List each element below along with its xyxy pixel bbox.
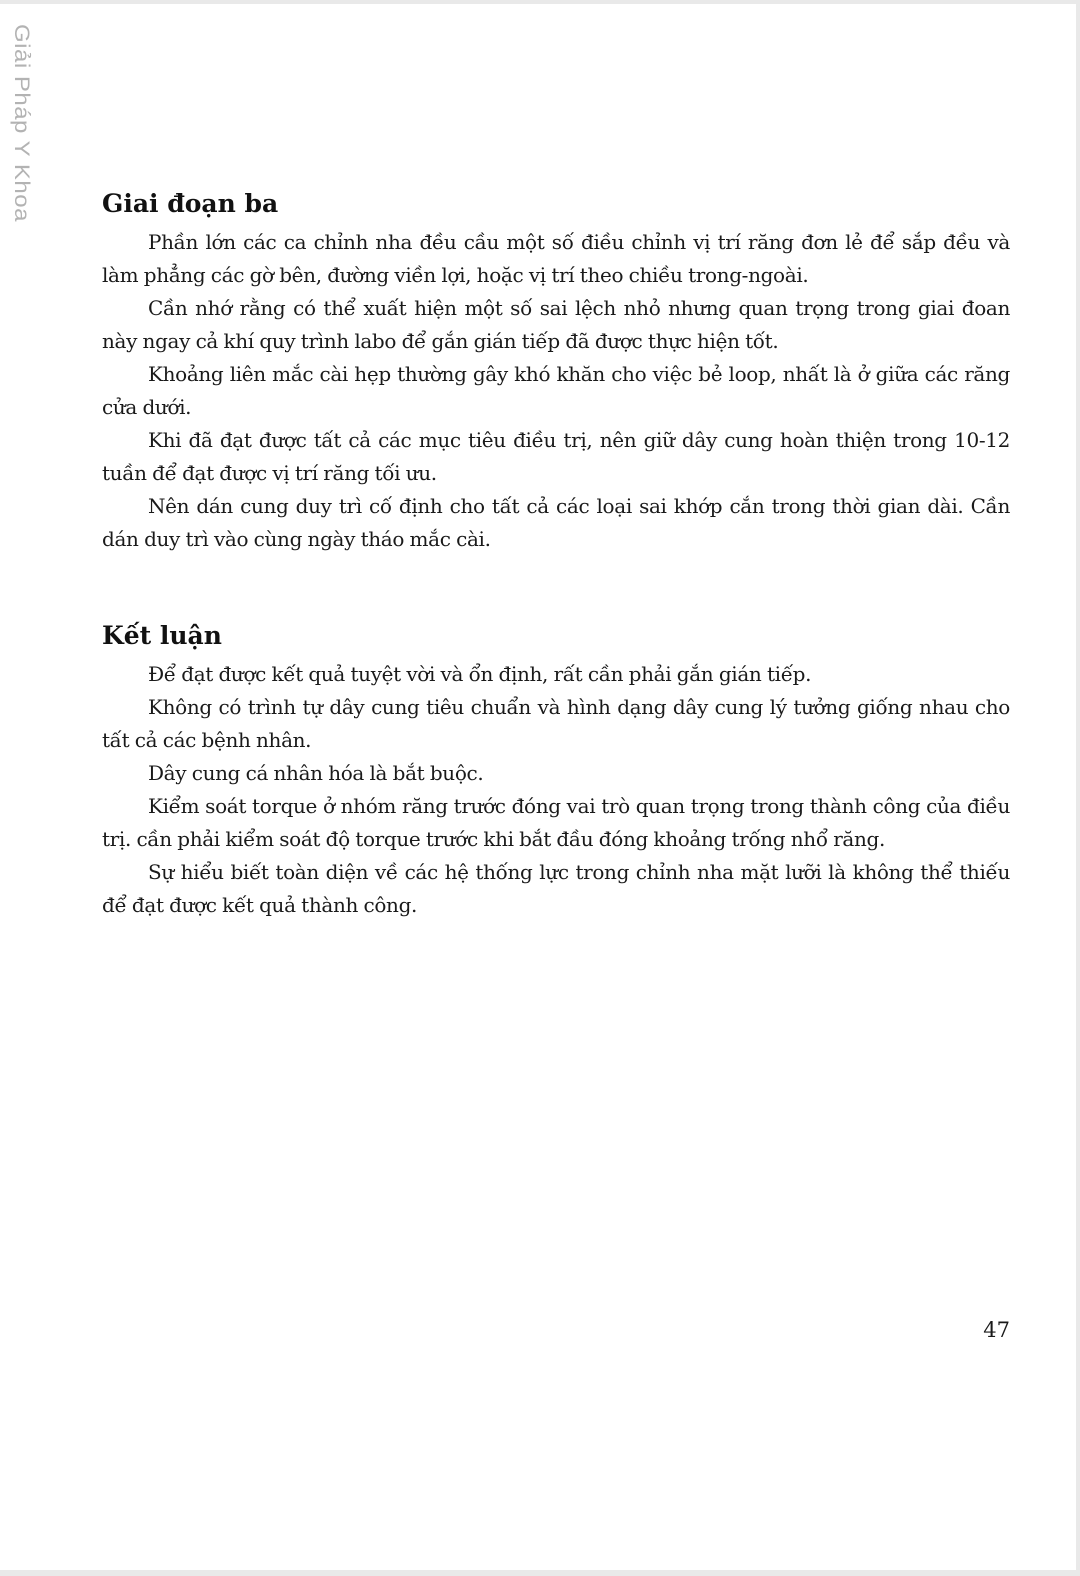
paragraph: Sự hiểu biết toàn diện về các hệ thống lực trong chỉnh nha mặt lưỡi là không thể thiếu để đạt được kết quả thành công. xyxy=(102,860,1010,917)
paragraph: Để đạt được kết quả tuyệt vời và ổn định, rất cần phải gắn gián tiếp. xyxy=(148,662,812,686)
paragraph: Dây cung cá nhân hóa là bắt buộc. xyxy=(148,761,484,785)
paragraph: Nên dán cung duy trì cố định cho tất cả các loại sai khớp cắn trong thời gian dài. Cần dán duy trì vào cùng ngày tháo mắc cài. xyxy=(102,494,1010,551)
paragraph: Phần lớn các ca chỉnh nha đều cầu một số điều chỉnh vị trí răng đơn lẻ để sắp đều và làm phẳng các gờ bên, đường viền lợi, hoặc vị trí theo chiều trong-ngoài. xyxy=(102,230,1010,287)
paragraph: Khi đã đạt được tất cả các mục tiêu điều trị, nên giữ dây cung hoàn thiện trong 10-12 tuần để đạt được vị trí răng tối ưu. xyxy=(102,428,1010,485)
watermark-text: Giải Pháp Y Khoa xyxy=(9,24,35,222)
section-giai-doan-ba xyxy=(102,186,1010,556)
section-ket-luan xyxy=(102,618,1010,922)
section-heading: Kết luận xyxy=(102,621,222,650)
section-heading: Giai đoạn ba xyxy=(102,189,279,218)
page-number: 47 xyxy=(983,1318,1010,1342)
document-page xyxy=(0,4,1076,1570)
paragraph: Cần nhớ rằng có thể xuất hiện một số sai lệch nhỏ nhưng quan trọng trong giai đoan này ngay cả khí quy trình labo để gắn gián tiếp đã được thực hiện tốt. xyxy=(102,296,1010,353)
paragraph: Không có trình tự dây cung tiêu chuẩn và hình dạng dây cung lý tưởng giống nhau cho tất cả các bệnh nhân. xyxy=(102,695,1010,752)
paragraph: Kiểm soát torque ở nhóm răng trước đóng vai trò quan trọng trong thành công của điều trị. cần phải kiểm soát độ torque trước khi bắt đầu đóng khoảng trống nhổ răng. xyxy=(102,794,1010,851)
paragraph: Khoảng liên mắc cài hẹp thường gây khó khăn cho việc bẻ loop, nhất là ở giữa các răng cửa dưới. xyxy=(102,362,1010,419)
